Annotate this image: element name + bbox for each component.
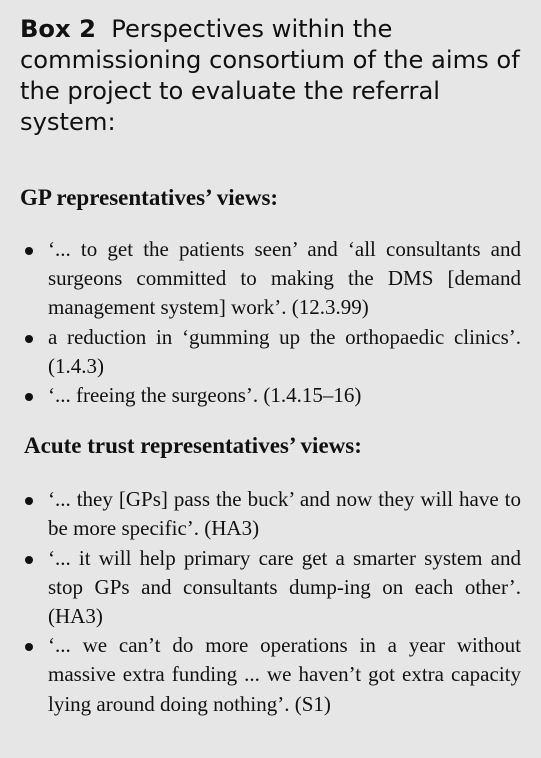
list-item-text: ‘... to get the patients seen’ and ‘all consultants and surgeons committed to making the DMS [demand management system] work’. (12.3.99) [48, 237, 521, 320]
bullet-icon [25, 247, 33, 255]
box-title [20, 14, 521, 138]
bullet-icon [25, 393, 33, 401]
list-item-text: ‘... they [GPs] pass the buck’ and now they will have to be more specific’. (HA3) [48, 487, 521, 541]
list-item-text: ‘... it will help primary care get a smarter system and stop GPs and consultants dump-ing on each other’. (HA3) [48, 545, 521, 629]
acute-trust-views-heading: Acute trust representatives’ views: [24, 433, 362, 459]
bullet-icon [25, 335, 33, 343]
bullet-icon [25, 497, 33, 505]
gp-views-list [20, 235, 521, 410]
list-item [20, 381, 521, 410]
list-item [20, 235, 521, 323]
bullet-icon [25, 556, 33, 564]
gp-views-heading: GP representatives’ views: [20, 185, 279, 210]
bullet-icon [25, 643, 33, 651]
list-item [20, 631, 521, 719]
list-item-text: ‘... we can’t do more operations in a year without massive extra funding ... we haven’t got extra capacity lying around doing nothing’. (S1) [48, 633, 521, 716]
box-label: Box 2 [20, 15, 96, 43]
acute-trust-views-list [20, 485, 521, 719]
list-item-text: a reduction in ‘gumming up the orthopaedic clinics’. (1.4.3) [48, 324, 521, 378]
list-item [20, 323, 521, 381]
list-item [20, 485, 521, 543]
list-item [20, 544, 521, 632]
list-item-text: ‘... freeing the surgeons’. (1.4.15–16) [48, 383, 362, 408]
box-title-text: Perspectives within the commissioning consortium of the aims of the project to evaluate the referral system: [20, 15, 520, 136]
